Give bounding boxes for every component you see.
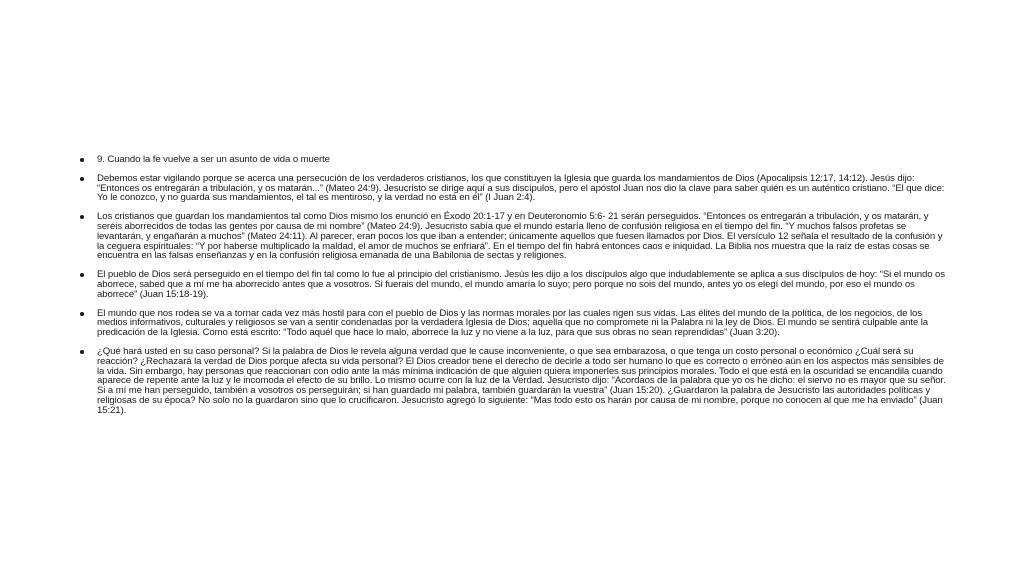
bullet-text: ¿Qué hará usted en su caso personal? Si la palabra de Dios le revela alguna verdad que le cause inconveniente, o que sea embarazosa, o que tenga un costo personal o económico ¿Cuál será su reacción? ¿Rechazará la verdad de Dios porque afecta su vida personal? El Dios creador tiene el derecho de decirle a todo ser humano lo que es correcto o erróneo aún en los aspectos más sensibles de la vida. Sin embargo, hay personas que reaccionan con odio ante la más mínima indicación de que alguien quiera imponerles sus principios morales. Todo el que está en la oscuridad se encandila cuando aparece de repente ante la luz y le incomoda el efecto de su brillo. Lo mismo ocurre con la luz de la Verdad. Jesucristo dijo: “Acordaos de la palabra que yo os he dicho: el siervo no es mayor que su señor. Si a mí me han perseguido, también a vosotros os perseguirán; si han guardado mi palabra, también guardarán la vuestra” (Juan 15:20). ¿Guardaron la palabra de Jesucristo las autoridades políticas y religiosas de su época? No solo no la guardaron sino que lo crucificaron. Jesucristo agregó lo siguiente: “Mas todo esto os harán por causa de mi nombre, porque no conocen al que me ha enviado” (Juan 15:21).: [97, 345, 946, 416]
bullet-item: [80, 212, 948, 261]
bullet-item: [80, 270, 948, 299]
bullet-item: [80, 309, 948, 338]
bullet-text: 9. Cuando la fe vuelve a ser un asunto de vida o muerte: [97, 154, 330, 165]
bullet-dot-icon: [80, 273, 84, 277]
bullet-text: El pueblo de Dios será perseguido en el tiempo del fin tal como lo fue al principio del cristianismo. Jesús les dijo a los discípulos algo que indudablemente se aplica a sus discípulos de hoy: “Si el mundo os aborrece, sabed que a mí me ha aborrecido antes que a vosotros. Si fuerais del mundo, el mundo amaría lo suyo; pero porque no sois del mundo, antes yo os elegí del mundo, por eso el mundo os aborrece” (Juan 15:18-19).: [97, 269, 945, 300]
bullet-text: El mundo que nos rodea se va a tornar cada vez más hostil para con el pueblo de Dios y las normas morales por las cuales rigen sus vidas. Las élites del mundo de la política, de los negocios, de los medios informativos, culturales y religiosos se van a sentir condenadas por la verdadera Iglesia de Dios; aquella que no compromete ni la Palabra ni la ley de Dios. El mundo se sentirá culpable ante la predicación de la Iglesia. Como está escrito: “Todo aquél que hace lo malo, aborrece la luz y no viene a la luz, para que sus obras no sean reprendidas” (Juan 3:20).: [97, 307, 929, 339]
bullet-dot-icon: [80, 177, 84, 181]
bullet-dot-icon: [80, 158, 84, 162]
bullet-dot-icon: [80, 312, 84, 316]
bullet-item-title: [80, 155, 948, 165]
bullet-text: Los cristianos que guardan los mandamientos tal como Dios mismo los enunció en Éxodo 20:1-17 y en Deuteronomio 5:6- 21 serán perseguidos. “Entonces os entregarán a tribulación, y os matarán, y seréis aborrecidos de todas las gentes por causa de mi nombre” (Mateo 24:9). Jesucristo sabía que el mundo estaría lleno de confusión religiosa en el tiempo del fin. “Y muchos falsos profetas se levantarán, y engañarán a muchos” (Mateo 24:11). Al parecer, eran pocos los que iban a entender; únicamente aquellos que fuesen llamados por Dios. El versículo 12 señala el resultado de la confusión y la ceguera espirituales: “Y por haberse multiplicado la maldad, el amor de muchos se enfriará”. En el tiempo del fin habrá entonces caos e iniquidad. La Biblia nos muestra que la raíz de estas cosas se encuentra en las falsas enseñanzas y en la confusión religiosa emanada de una Babilonia de sectas y religiones.: [97, 211, 943, 262]
bullet-dot-icon: [80, 350, 84, 354]
bullet-item: [80, 174, 948, 203]
bullet-text: Debemos estar vigilando porque se acerca una persecución de los verdaderos cristianos, los que constituyen la Iglesia que guarda los mandamientos de Dios (Apocalipsis 12:17, 14:12). Jesús dijo: “Entonces os entregarán a tribulación, y os matarán...” (Mateo 24:9). Jesucristo se dirige aquí a sus discípulos, pero el apóstol Juan nos dio la clave para saber quién es un auténtico cristiano. “El que dice: Yo le conozco, y no guarda sus mandamientos, el tal es mentiroso, y la verdad no está en él” (I Juan 2:4).: [97, 172, 945, 204]
bullet-item: [80, 347, 948, 416]
bullet-dot-icon: [80, 215, 84, 219]
bullet-list: [80, 155, 948, 416]
slide-body: [80, 155, 948, 425]
